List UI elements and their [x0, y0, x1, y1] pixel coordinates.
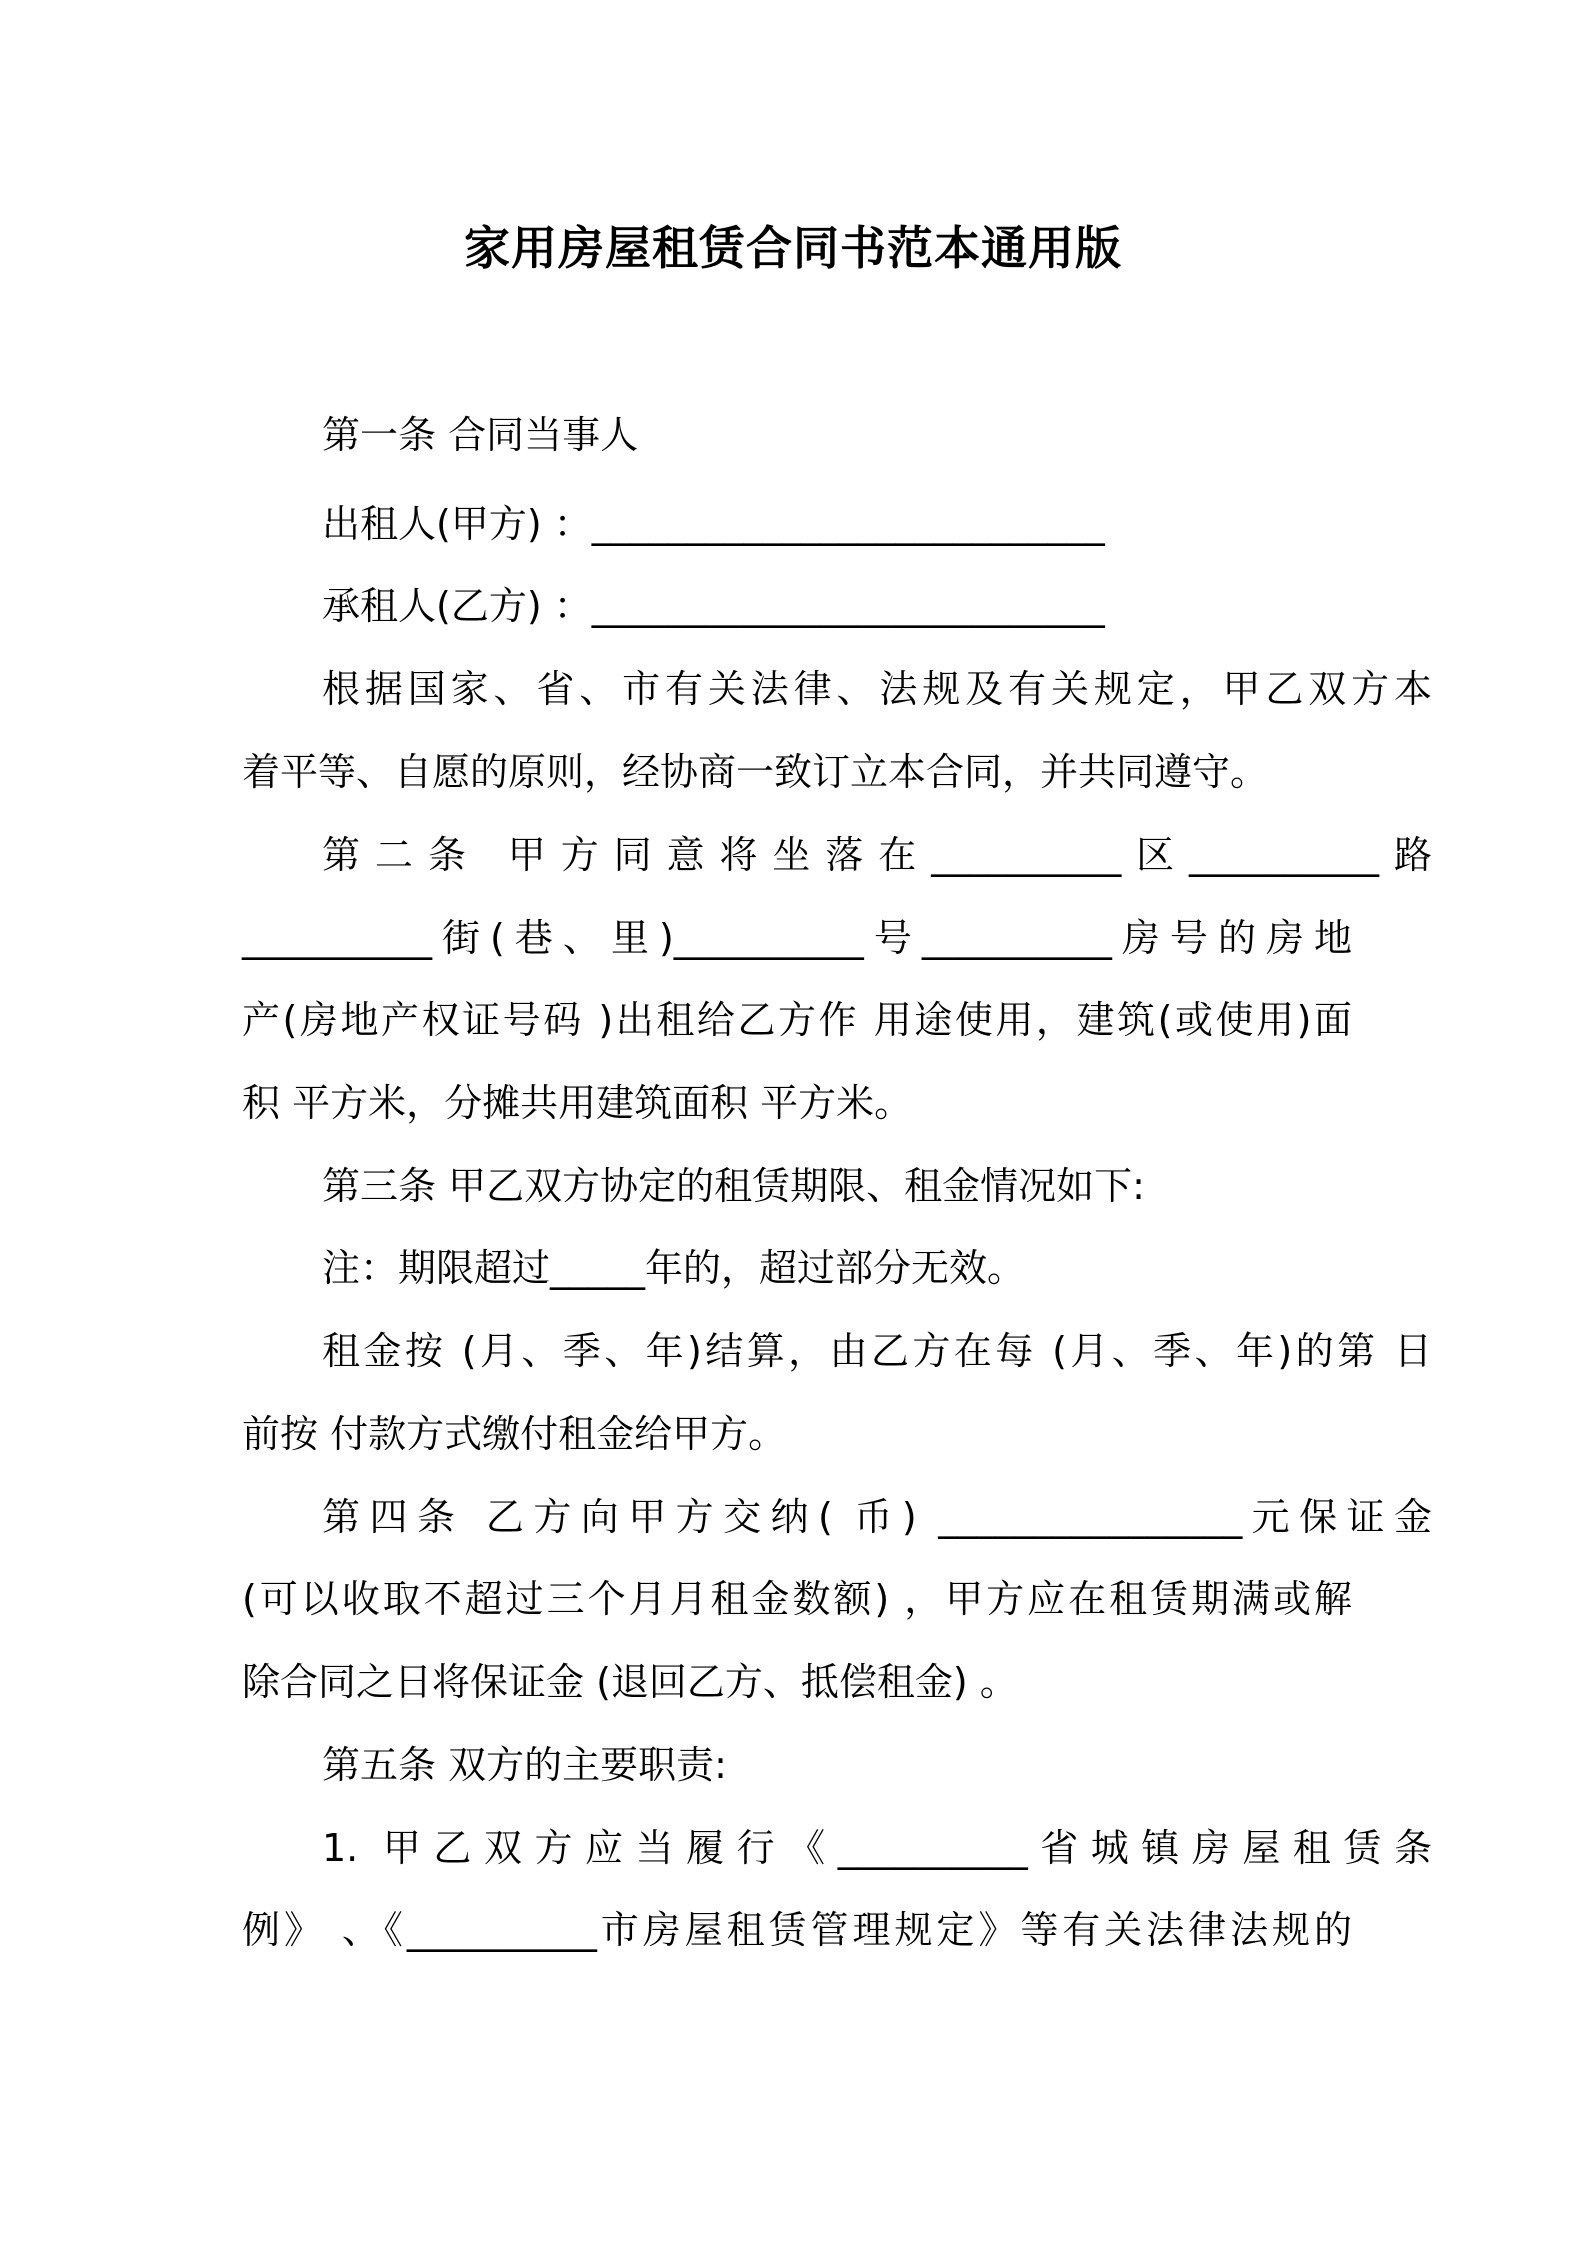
paragraph-line: 根据国家、省、市有关法律、法规及有关规定，甲乙双方本	[322, 667, 1432, 711]
duty-item-1: 1. 甲乙双方应当履行《__________省城镇房屋租赁条	[322, 1826, 1432, 1870]
rent-line: 租金按 (月、季、年)结算，由乙方在每 (月、季、年)的第 日	[322, 1329, 1432, 1373]
article-2-line: 第二条 甲方同意将坐落在__________区__________路	[322, 833, 1432, 877]
duty-item-1: 例》 、《__________市房屋租赁管理规定》等有关法律法规的	[242, 1908, 1352, 1952]
article-4-line: 第四条 乙方向甲方交纳( 币) ________________元保证金	[322, 1495, 1432, 1539]
lessee-field: 承租人(乙方) ：___________________________	[322, 584, 1105, 628]
article-4-line: (可以收取不超过三个月月租金数额) ，甲方应在租赁期满或解	[242, 1577, 1352, 1621]
article-2-line: 产(房地产权证号码 )出租给乙方作 用途使用，建筑(或使用)面	[242, 998, 1352, 1042]
article-3-heading: 第三条 甲乙双方协定的租赁期限、租金情况如下:	[322, 1164, 1145, 1208]
article-2-line: __________街(巷、里)__________号__________房号的房地	[242, 916, 1352, 960]
paragraph-line: 着平等、自愿的原则，经协商一致订立本合同，并共同遵守。	[242, 750, 1269, 794]
rent-line: 前按 付款方式缴付租金给甲方。	[242, 1412, 787, 1456]
article-2-line: 积 平方米，分摊共用建筑面积 平方米。	[242, 1081, 913, 1125]
document-title: 家用房屋租赁合同书范本通用版	[464, 221, 1122, 275]
note-line: 注：期限超过_____年的，超过部分无效。	[322, 1246, 1026, 1290]
article-5-heading: 第五条 双方的主要职责:	[322, 1743, 727, 1787]
lessor-field: 出租人(甲方) ：___________________________	[322, 502, 1105, 546]
article-1-heading: 第一条 合同当事人	[322, 413, 639, 457]
article-4-line: 除合同之日将保证金 (退回乙方、抵偿租金) 。	[242, 1660, 1018, 1704]
